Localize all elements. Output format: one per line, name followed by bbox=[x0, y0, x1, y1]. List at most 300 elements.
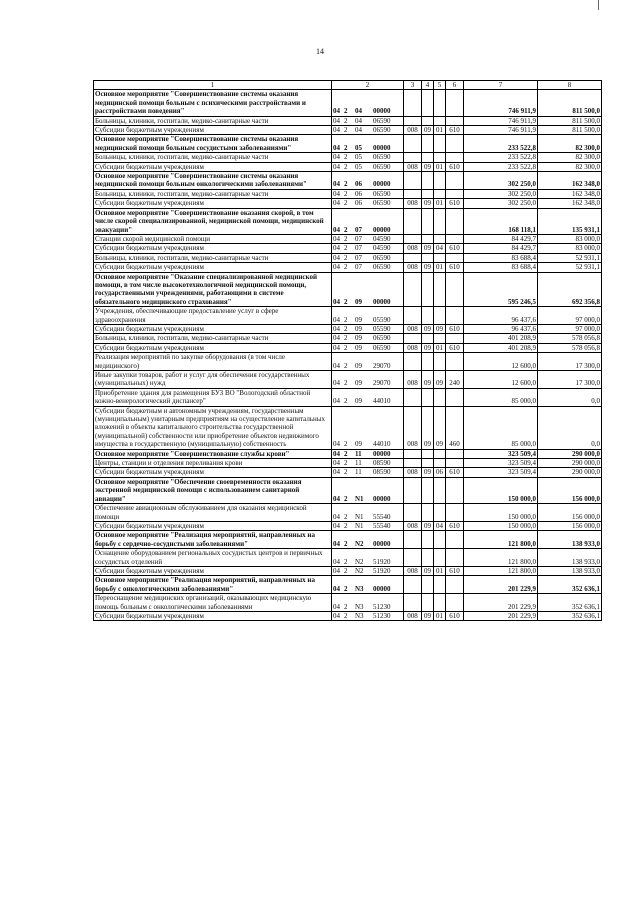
row-amount-year2: 138 933,0 bbox=[538, 566, 602, 575]
code-part: 05590 bbox=[373, 315, 391, 324]
row-name: Субсидии бюджетным учреждениям bbox=[94, 521, 332, 530]
code-part: 06590 bbox=[373, 253, 391, 262]
table-body bbox=[94, 81, 602, 621]
code-part: 44010 bbox=[373, 440, 391, 449]
row-name: Субсидии бюджетным учреждениям bbox=[94, 126, 332, 135]
row-code bbox=[332, 90, 404, 116]
table-row bbox=[94, 371, 602, 389]
row-code bbox=[332, 353, 404, 371]
code-part: 04 bbox=[333, 440, 340, 449]
row-name: Станции скорой медицинской помощи bbox=[94, 234, 332, 243]
row-code bbox=[332, 199, 404, 208]
row-section bbox=[422, 353, 434, 371]
row-subsection: 04 bbox=[434, 521, 446, 530]
code-part: 05 bbox=[355, 153, 362, 162]
code-part: 05 bbox=[355, 143, 362, 152]
row-name: Основное мероприятие "Совершенствование системы оказания медицинской помощи больным сосудистыми заболеваниями" bbox=[94, 135, 332, 153]
row-subsection: 01 bbox=[434, 263, 446, 272]
code-part: 07 bbox=[355, 253, 362, 262]
table-row bbox=[94, 162, 602, 171]
code-part: N1 bbox=[355, 512, 364, 521]
code-part: 2 bbox=[344, 334, 348, 343]
code-part: 2 bbox=[344, 468, 348, 477]
code-part: 04 bbox=[333, 584, 340, 593]
table-row bbox=[94, 353, 602, 371]
table-row bbox=[94, 116, 602, 125]
row-amount-year1: 401 208,9 bbox=[464, 343, 538, 352]
row-name: Приобретение здания для размещения БУЗ ВО "Вологодский областной кожно-венерологический диспансер" bbox=[94, 388, 332, 406]
row-amount-year2: 0,0 bbox=[538, 388, 602, 406]
row-code bbox=[332, 234, 404, 243]
code-part: 11 bbox=[355, 468, 362, 477]
code-part: 04 bbox=[333, 459, 340, 468]
row-name: Больницы, клиники, госпитали, медико-санитарные части bbox=[94, 334, 332, 343]
page-number: 14 bbox=[316, 47, 324, 56]
row-expense-type bbox=[446, 353, 464, 371]
row-name: Центры, станции и отделения переливания крови bbox=[94, 459, 332, 468]
row-subsection bbox=[434, 116, 446, 125]
row-name: Субсидии бюджетным учреждениям bbox=[94, 244, 332, 253]
row-expense-type: 240 bbox=[446, 371, 464, 389]
row-section bbox=[422, 153, 434, 162]
row-ministry bbox=[404, 549, 422, 567]
row-section bbox=[422, 449, 434, 458]
row-name: Иные закупки товаров, работ и услуг для обеспечения государственных (муниципальных) нужд bbox=[94, 371, 332, 389]
row-subsection bbox=[434, 272, 446, 307]
row-section bbox=[422, 189, 434, 198]
row-name: Больницы, клиники, госпитали, медико-санитарные части bbox=[94, 253, 332, 262]
code-part: 04 bbox=[333, 566, 340, 575]
code-part: 04 bbox=[333, 539, 340, 548]
table-row bbox=[94, 477, 602, 503]
code-part: 2 bbox=[344, 397, 348, 406]
row-name: Основное мероприятие "Совершенствование оказания скорой, в том числе скорой специализированной, медицинской помощи, медицинской эвакуации" bbox=[94, 208, 332, 234]
row-expense-type bbox=[446, 135, 464, 153]
row-amount-year2: 578 056,8 bbox=[538, 343, 602, 352]
row-amount-year2: 290 000,0 bbox=[538, 449, 602, 458]
row-amount-year2: 290 000,0 bbox=[538, 459, 602, 468]
header-cell: 6 bbox=[446, 81, 464, 90]
row-code bbox=[332, 459, 404, 468]
row-amount-year1: 401 208,9 bbox=[464, 334, 538, 343]
row-code bbox=[332, 343, 404, 352]
row-amount-year2: 162 348,0 bbox=[538, 199, 602, 208]
row-amount-year1: 302 250,0 bbox=[464, 199, 538, 208]
row-expense-type bbox=[446, 388, 464, 406]
row-code bbox=[332, 549, 404, 567]
row-name: Субсидии бюджетным учреждениям bbox=[94, 199, 332, 208]
code-part: 06590 bbox=[373, 162, 391, 171]
code-part: 2 bbox=[344, 199, 348, 208]
row-subsection bbox=[434, 208, 446, 234]
row-ministry bbox=[404, 334, 422, 343]
row-code bbox=[332, 371, 404, 389]
row-ministry bbox=[404, 172, 422, 190]
table-row bbox=[94, 244, 602, 253]
row-subsection: 06 bbox=[434, 468, 446, 477]
row-amount-year1: 746 911,9 bbox=[464, 116, 538, 125]
row-expense-type bbox=[446, 449, 464, 458]
row-expense-type bbox=[446, 594, 464, 612]
code-part: 09 bbox=[355, 361, 362, 370]
row-amount-year1: 83 688,4 bbox=[464, 253, 538, 262]
row-ministry bbox=[404, 576, 422, 594]
code-part: 04 bbox=[333, 143, 340, 152]
code-part: 2 bbox=[344, 602, 348, 611]
row-amount-year2: 162 348,0 bbox=[538, 172, 602, 190]
row-ministry bbox=[404, 189, 422, 198]
row-amount-year2: 156 000,0 bbox=[538, 504, 602, 522]
row-subsection bbox=[434, 549, 446, 567]
row-amount-year1: 201 229,9 bbox=[464, 594, 538, 612]
row-subsection bbox=[434, 189, 446, 198]
row-ministry bbox=[404, 307, 422, 325]
code-part: 2 bbox=[344, 244, 348, 253]
code-part: 2 bbox=[344, 449, 348, 458]
row-amount-year2: 83 000,0 bbox=[538, 244, 602, 253]
row-amount-year1: 150 000,0 bbox=[464, 504, 538, 522]
code-part: 00000 bbox=[373, 180, 391, 189]
row-ministry bbox=[404, 388, 422, 406]
row-amount-year1: 12 600,0 bbox=[464, 371, 538, 389]
code-part: N1 bbox=[355, 521, 364, 530]
row-code bbox=[332, 594, 404, 612]
code-part: 2 bbox=[344, 143, 348, 152]
code-part: 00000 bbox=[373, 225, 391, 234]
code-part: 44010 bbox=[373, 397, 391, 406]
code-part: 04590 bbox=[373, 234, 391, 243]
code-part: 04 bbox=[333, 361, 340, 370]
row-code bbox=[332, 611, 404, 620]
code-part: 2 bbox=[344, 297, 348, 306]
row-expense-type: 610 bbox=[446, 162, 464, 171]
code-part: 00000 bbox=[373, 584, 391, 593]
row-ministry: 008 bbox=[404, 343, 422, 352]
table-row bbox=[94, 272, 602, 307]
row-code bbox=[332, 162, 404, 171]
row-expense-type bbox=[446, 477, 464, 503]
code-part: 04 bbox=[333, 234, 340, 243]
row-section: 09 bbox=[422, 406, 434, 449]
code-part: 2 bbox=[344, 180, 348, 189]
row-code bbox=[332, 126, 404, 135]
row-amount-year1: 302 250,0 bbox=[464, 172, 538, 190]
row-amount-year1: 323 509,4 bbox=[464, 449, 538, 458]
row-subsection bbox=[434, 334, 446, 343]
row-ministry bbox=[404, 531, 422, 549]
row-amount-year2: 135 931,1 bbox=[538, 208, 602, 234]
code-part: 06590 bbox=[373, 116, 391, 125]
code-part: 00000 bbox=[373, 143, 391, 152]
row-section bbox=[422, 253, 434, 262]
row-subsection bbox=[434, 253, 446, 262]
row-name: Основное мероприятие "Реализация мероприятий, направленных на борьбу с сердечно-сосудистыми заболеваниями" bbox=[94, 531, 332, 549]
row-expense-type bbox=[446, 116, 464, 125]
row-section: 09 bbox=[422, 126, 434, 135]
row-ministry bbox=[404, 253, 422, 262]
row-expense-type: 610 bbox=[446, 126, 464, 135]
row-code bbox=[332, 307, 404, 325]
code-part: 55540 bbox=[373, 512, 391, 521]
table-row bbox=[94, 549, 602, 567]
row-code bbox=[332, 566, 404, 575]
table-row bbox=[94, 253, 602, 262]
code-part: 06590 bbox=[373, 263, 391, 272]
row-section bbox=[422, 459, 434, 468]
row-code bbox=[332, 334, 404, 343]
header-cell: 3 bbox=[404, 81, 422, 90]
row-ministry: 008 bbox=[404, 244, 422, 253]
row-name: Субсидии бюджетным учреждениям bbox=[94, 343, 332, 352]
row-code bbox=[332, 116, 404, 125]
table-row bbox=[94, 126, 602, 135]
code-part: 2 bbox=[344, 225, 348, 234]
row-code bbox=[332, 521, 404, 530]
row-subsection bbox=[434, 388, 446, 406]
row-code bbox=[332, 324, 404, 333]
row-ministry: 008 bbox=[404, 468, 422, 477]
row-expense-type bbox=[446, 334, 464, 343]
code-part: 2 bbox=[344, 512, 348, 521]
row-amount-year1: 12 600,0 bbox=[464, 353, 538, 371]
table-row bbox=[94, 504, 602, 522]
code-part: 2 bbox=[344, 116, 348, 125]
code-part: 06 bbox=[355, 180, 362, 189]
row-name: Субсидии бюджетным учреждениям bbox=[94, 263, 332, 272]
row-subsection bbox=[434, 449, 446, 458]
row-ministry: 008 bbox=[404, 611, 422, 620]
row-amount-year2: 82 300,0 bbox=[538, 135, 602, 153]
code-part: 2 bbox=[344, 253, 348, 262]
code-part: 04 bbox=[333, 521, 340, 530]
code-part: 51230 bbox=[373, 602, 391, 611]
row-subsection bbox=[434, 576, 446, 594]
row-amount-year2: 352 636,1 bbox=[538, 576, 602, 594]
row-amount-year2: 138 933,0 bbox=[538, 531, 602, 549]
row-expense-type: 610 bbox=[446, 263, 464, 272]
code-part: 04 bbox=[333, 116, 340, 125]
table-row bbox=[94, 406, 602, 449]
table-row bbox=[94, 189, 602, 198]
code-part: 04 bbox=[333, 343, 340, 352]
row-amount-year2: 82 300,0 bbox=[538, 162, 602, 171]
budget-table bbox=[93, 80, 602, 621]
code-part: 00000 bbox=[373, 449, 391, 458]
row-amount-year1: 201 229,9 bbox=[464, 611, 538, 620]
row-name: Субсидии бюджетным учреждениям bbox=[94, 162, 332, 171]
table-row bbox=[94, 263, 602, 272]
row-amount-year2: 52 931,1 bbox=[538, 263, 602, 272]
row-name: Основное мероприятие "Обеспечение своевременности оказания экстренной медицинской помощи с использованием санитарной авиации" bbox=[94, 477, 332, 503]
table-row bbox=[94, 172, 602, 190]
row-code bbox=[332, 135, 404, 153]
code-part: 04 bbox=[333, 297, 340, 306]
row-amount-year1: 323 509,4 bbox=[464, 459, 538, 468]
row-amount-year2: 52 931,1 bbox=[538, 253, 602, 262]
row-subsection: 01 bbox=[434, 611, 446, 620]
row-amount-year1: 84 429,7 bbox=[464, 244, 538, 253]
row-expense-type bbox=[446, 189, 464, 198]
row-subsection bbox=[434, 504, 446, 522]
code-part: 04 bbox=[355, 107, 362, 116]
table-row bbox=[94, 566, 602, 575]
row-ministry bbox=[404, 90, 422, 116]
code-part: 2 bbox=[344, 521, 348, 530]
row-amount-year2: 17 300,0 bbox=[538, 371, 602, 389]
code-part: 04 bbox=[333, 468, 340, 477]
row-name: Основное мероприятие "Оказание специализированной медицинской помощи, в том числе высокотехнологичной медицинской помощи, государственными учреждениями, работающими в системе обязательного медицинского страхования" bbox=[94, 272, 332, 307]
code-part: 51230 bbox=[373, 611, 391, 620]
row-ministry bbox=[404, 116, 422, 125]
row-name: Основное мероприятие "Совершенствование системы оказания медицинской помощи больным с психическими расстройствами и расстройствами поведения" bbox=[94, 90, 332, 116]
row-code bbox=[332, 153, 404, 162]
code-part: 04 bbox=[333, 494, 340, 503]
row-amount-year1: 746 911,9 bbox=[464, 90, 538, 116]
row-amount-year2: 138 933,0 bbox=[538, 549, 602, 567]
row-section: 09 bbox=[422, 611, 434, 620]
code-part: 04 bbox=[333, 153, 340, 162]
row-expense-type: 610 bbox=[446, 611, 464, 620]
header-cell: 1 bbox=[94, 81, 332, 90]
table-row bbox=[94, 199, 602, 208]
row-expense-type bbox=[446, 253, 464, 262]
row-name: Субсидии бюджетным и автономным учреждениям, государственным (муниципальным) унитарным предприятиям на осуществление капитальных вложений в объекты капитального строительства государственной (муниципальной) собственности или приобретение объектов недвижимого имущества в государственную (муниципальную) собственность bbox=[94, 406, 332, 449]
row-subsection: 09 bbox=[434, 324, 446, 333]
row-amount-year1: 150 000,0 bbox=[464, 521, 538, 530]
corner-mark bbox=[598, 0, 599, 10]
row-section bbox=[422, 477, 434, 503]
row-expense-type: 610 bbox=[446, 343, 464, 352]
row-ministry: 008 bbox=[404, 162, 422, 171]
row-amount-year1: 233 522,8 bbox=[464, 153, 538, 162]
code-part: 06590 bbox=[373, 199, 391, 208]
row-code bbox=[332, 576, 404, 594]
code-part: 09 bbox=[355, 343, 362, 352]
row-amount-year2: 97 000,0 bbox=[538, 324, 602, 333]
row-section: 09 bbox=[422, 162, 434, 171]
code-part: 04 bbox=[333, 315, 340, 324]
row-ministry: 008 bbox=[404, 126, 422, 135]
code-part: 2 bbox=[344, 315, 348, 324]
row-section bbox=[422, 531, 434, 549]
row-expense-type bbox=[446, 172, 464, 190]
code-part: 04 bbox=[333, 126, 340, 135]
header-cell: 5 bbox=[434, 81, 446, 90]
row-ministry: 008 bbox=[404, 324, 422, 333]
code-part: 2 bbox=[344, 162, 348, 171]
row-amount-year1: 168 118,1 bbox=[464, 208, 538, 234]
code-part: 04 bbox=[333, 162, 340, 171]
code-part: 04 bbox=[333, 253, 340, 262]
row-name: Оснащение оборудованием региональных сосудистых центров и первичных сосудистых отделений bbox=[94, 549, 332, 567]
table-row bbox=[94, 531, 602, 549]
code-part: N3 bbox=[355, 584, 364, 593]
row-subsection: 01 bbox=[434, 199, 446, 208]
code-part: 2 bbox=[344, 153, 348, 162]
code-part: 04590 bbox=[373, 244, 391, 253]
row-amount-year2: 156 000,0 bbox=[538, 521, 602, 530]
row-ministry: 008 bbox=[404, 371, 422, 389]
code-part: 04 bbox=[333, 557, 340, 566]
row-amount-year2: 811 500,0 bbox=[538, 126, 602, 135]
code-part: 2 bbox=[344, 611, 348, 620]
table-row bbox=[94, 208, 602, 234]
row-code bbox=[332, 172, 404, 190]
row-subsection bbox=[434, 307, 446, 325]
row-expense-type bbox=[446, 549, 464, 567]
table-row bbox=[94, 521, 602, 530]
code-part: 09 bbox=[355, 334, 362, 343]
code-part: 00000 bbox=[373, 297, 391, 306]
row-subsection bbox=[434, 459, 446, 468]
row-amount-year2: 97 000,0 bbox=[538, 307, 602, 325]
code-part: 2 bbox=[344, 189, 348, 198]
row-ministry bbox=[404, 477, 422, 503]
row-name: Основное мероприятие "Совершенствование службы крови" bbox=[94, 449, 332, 458]
code-part: 04 bbox=[333, 602, 340, 611]
row-ministry bbox=[404, 208, 422, 234]
code-part: 55540 bbox=[373, 521, 391, 530]
row-code bbox=[332, 272, 404, 307]
row-amount-year2: 82 300,0 bbox=[538, 153, 602, 162]
row-section bbox=[422, 334, 434, 343]
code-part: N2 bbox=[355, 557, 364, 566]
table-row bbox=[94, 576, 602, 594]
row-amount-year1: 150 000,0 bbox=[464, 477, 538, 503]
row-section bbox=[422, 594, 434, 612]
row-amount-year2: 352 636,1 bbox=[538, 594, 602, 612]
row-amount-year2: 83 000,0 bbox=[538, 234, 602, 243]
code-part: 00000 bbox=[373, 494, 391, 503]
code-part: 09 bbox=[355, 297, 362, 306]
row-amount-year2: 692 356,8 bbox=[538, 272, 602, 307]
row-amount-year2: 156 000,0 bbox=[538, 477, 602, 503]
code-part: 04 bbox=[333, 512, 340, 521]
code-part: 07 bbox=[355, 263, 362, 272]
row-subsection bbox=[434, 153, 446, 162]
row-section bbox=[422, 90, 434, 116]
code-part: 2 bbox=[344, 566, 348, 575]
row-expense-type: 610 bbox=[446, 244, 464, 253]
row-amount-year2: 578 056,8 bbox=[538, 334, 602, 343]
code-part: 2 bbox=[344, 440, 348, 449]
row-code bbox=[332, 477, 404, 503]
row-expense-type bbox=[446, 459, 464, 468]
row-subsection bbox=[434, 135, 446, 153]
row-amount-year1: 96 437,6 bbox=[464, 324, 538, 333]
code-part: 2 bbox=[344, 343, 348, 352]
table-header-row bbox=[94, 81, 602, 90]
row-expense-type bbox=[446, 272, 464, 307]
row-section bbox=[422, 388, 434, 406]
code-part: 2 bbox=[344, 107, 348, 116]
row-amount-year2: 811 500,0 bbox=[538, 90, 602, 116]
row-section bbox=[422, 504, 434, 522]
row-amount-year1: 233 522,8 bbox=[464, 135, 538, 153]
row-subsection: 01 bbox=[434, 126, 446, 135]
row-subsection bbox=[434, 172, 446, 190]
row-code bbox=[332, 388, 404, 406]
row-code bbox=[332, 531, 404, 549]
row-subsection bbox=[434, 353, 446, 371]
code-part: 51920 bbox=[373, 566, 391, 575]
row-subsection: 01 bbox=[434, 566, 446, 575]
code-part: 07 bbox=[355, 244, 362, 253]
code-part: 06590 bbox=[373, 334, 391, 343]
code-part: 04 bbox=[333, 324, 340, 333]
row-section bbox=[422, 307, 434, 325]
row-expense-type bbox=[446, 234, 464, 243]
